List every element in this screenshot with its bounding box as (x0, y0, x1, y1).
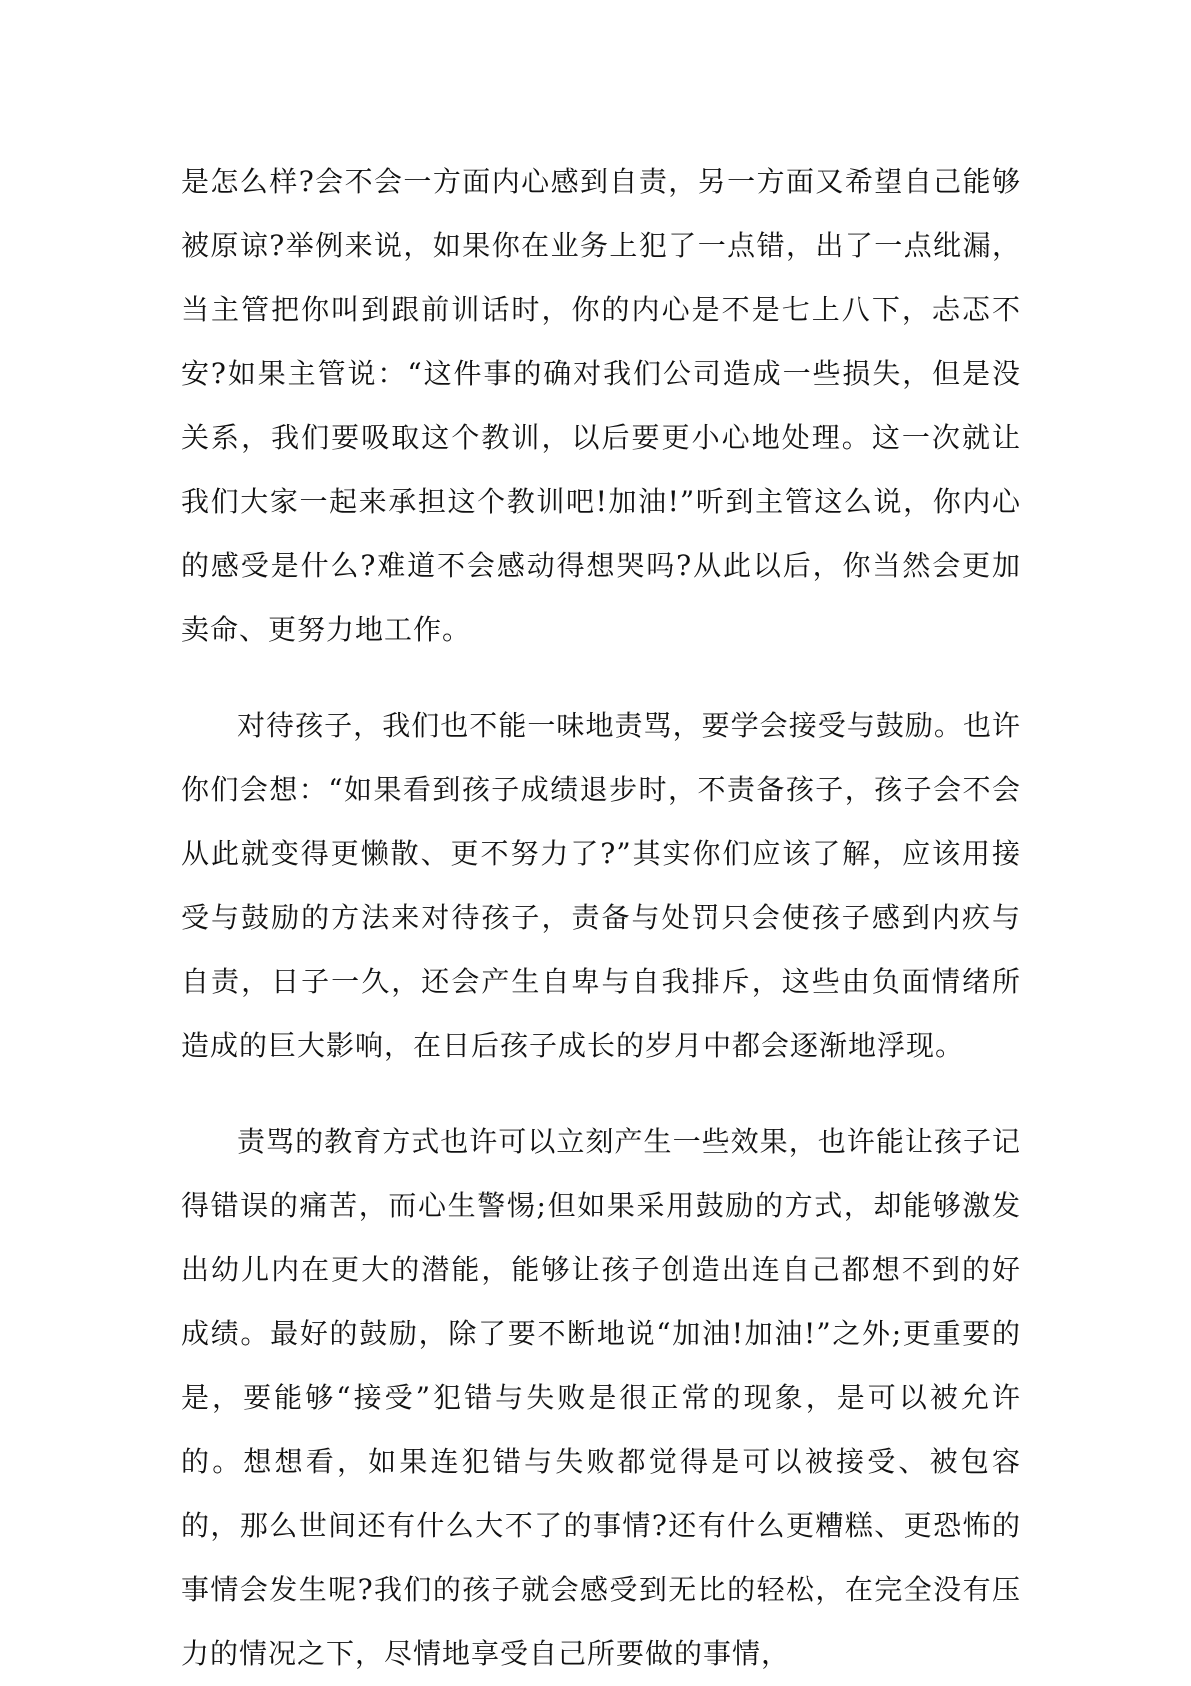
paragraph-2: 对待孩子，我们也不能一味地责骂，要学会接受与鼓励。也许你们会想：“如果看到孩子成绩退步时，不责备孩子，孩子会不会从此就变得更懒散、更不努力了?”其实你们应该了解，应该用接受与鼓励的方法来对待孩子，责备与处罚只会使孩子感到内疚与自责，日子一久，还会产生自卑与自我排斥，这些由负面情绪所造成的巨大影响，在日后孩子成长的岁月中都会逐渐地浮现。 (181, 709, 1021, 1062)
paragraph-1: 是怎么样?会不会一方面内心感到自责，另一方面又希望自己能够被原谅?举例来说，如果你在业务上犯了一点错，出了一点纰漏，当主管把你叫到跟前训话时，你的内心是不是七上八下，忐忑不安?如果主管说：“这件事的确对我们公司造成一些损失，但是没关系，我们要吸取这个教训，以后要更小心地处理。这一次就让我们大家一起来承担这个教训吧!加油!”听到主管这么说，你内心的感受是什么?难道不会感动得想哭吗?从此以后，你当然会更加卖命、更努力地工作。 (181, 165, 1021, 646)
body-text (181, 150, 1021, 1686)
paragraph-3: 责骂的教育方式也许可以立刻产生一些效果，也许能让孩子记得错误的痛苦，而心生警惕;但如果采用鼓励的方式，却能够激发出幼儿内在更大的潜能，能够让孩子创造出连自己都想不到的好成绩。最好的鼓励，除了要不断地说“加油!加油!”之外;更重要的是，要能够“接受”犯错与失败是很正常的现象，是可以被允许的。想想看，如果连犯错与失败都觉得是可以被接受、被包容的，那么世间还有什么大不了的事情?还有什么更糟糕、更恐怖的事情会发生呢?我们的孩子就会感受到无比的轻松，在完全没有压力的情况之下，尽情地享受自己所要做的事情， (181, 1125, 1021, 1670)
